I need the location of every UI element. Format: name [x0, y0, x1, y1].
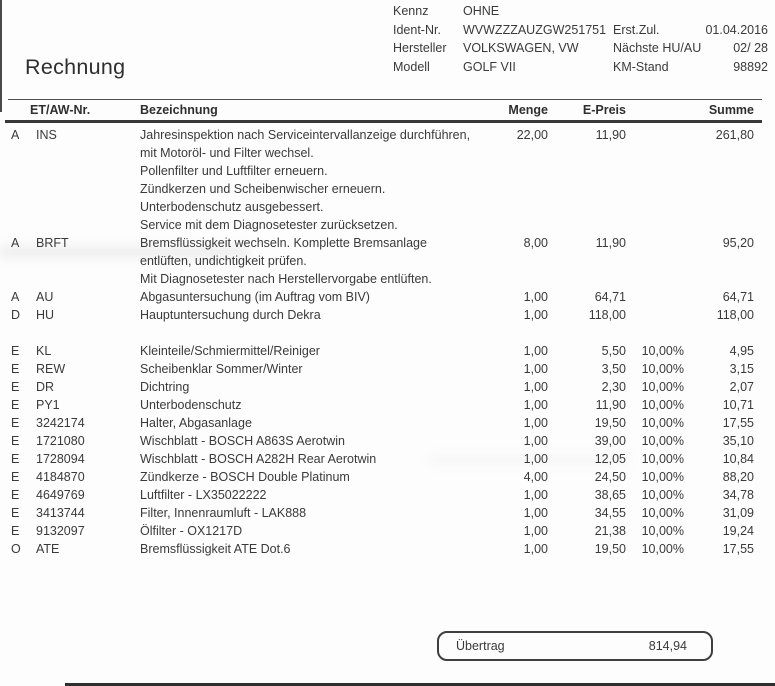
- cell-discount: 10,00%: [641, 433, 684, 448]
- table-row: [0, 522, 762, 540]
- carryover-box: [437, 631, 713, 661]
- cell-code: [36, 216, 140, 234]
- header-qty: Menge: [508, 103, 548, 117]
- cell-qty: [480, 216, 548, 234]
- header-sum: Summe: [708, 103, 754, 117]
- line-items: [0, 126, 762, 558]
- cell-discount: [626, 180, 684, 198]
- cell-type: E: [11, 397, 20, 412]
- cell-discount: 10,00%: [641, 343, 684, 358]
- cell-qty: 1,00: [523, 433, 548, 448]
- cell-code: PY1: [36, 397, 60, 412]
- cell-desc: Unterbodenschutz: [140, 397, 242, 412]
- cell-discount: 10,00%: [641, 451, 684, 466]
- cell-price: [548, 162, 626, 180]
- vehicle-value: WVWZZZAUZGW251751: [463, 22, 607, 37]
- header-description: Bezeichnung: [140, 103, 218, 117]
- table-header: [0, 100, 762, 120]
- cell-discount: [626, 306, 684, 324]
- cell-discount: [626, 234, 684, 252]
- cell-type: E: [11, 361, 20, 376]
- header-rule-bottom: [5, 120, 762, 123]
- table-row-continuation: [0, 270, 762, 288]
- cell-type: [0, 216, 36, 234]
- cell-sum: 95,20: [722, 235, 754, 250]
- cell-price: 21,38: [594, 523, 626, 538]
- table-row: [0, 540, 762, 558]
- cell-price: 39,00: [594, 433, 626, 448]
- cell-type: E: [11, 505, 20, 520]
- line-item-table: [0, 99, 762, 558]
- line-item-section: [0, 126, 762, 324]
- cell-type: A: [11, 235, 20, 250]
- vehicle-label: Erst.Zul.: [613, 22, 660, 37]
- vehicle-value: [701, 2, 768, 21]
- cell-discount: [626, 252, 684, 270]
- cell-qty: 1,00: [523, 505, 548, 520]
- cell-price: [548, 270, 626, 288]
- vehicle-label: Hersteller: [393, 41, 447, 55]
- cell-code: KL: [36, 343, 52, 358]
- vehicle-info-row: [393, 58, 768, 77]
- scan-artifact-left-edge: [0, 0, 2, 112]
- cell-discount: [626, 216, 684, 234]
- table-row: [0, 432, 762, 450]
- cell-code: 1721080: [36, 433, 85, 448]
- table-row-continuation: [0, 144, 762, 162]
- vehicle-label: KM-Stand: [613, 59, 669, 74]
- vehicle-value: 01.04.2016: [705, 22, 768, 37]
- cell-desc: Dichtring: [140, 379, 190, 394]
- cell-price: 2,30: [601, 379, 626, 394]
- cell-discount: [626, 288, 684, 306]
- cell-price: 11,90: [595, 235, 626, 250]
- cell-qty: 1,00: [523, 397, 548, 412]
- cell-price: 38,65: [594, 487, 626, 502]
- cell-type: E: [11, 433, 20, 448]
- cell-code: [36, 252, 140, 270]
- cell-price: 12,05: [594, 451, 626, 466]
- cell-price: 118,00: [588, 307, 626, 322]
- vehicle-value: OHNE: [463, 4, 500, 18]
- cell-desc: Bremsflüssigkeit wechseln. Komplette Bremsanlage: [140, 235, 427, 250]
- table-row: [0, 288, 762, 306]
- cell-sum: 10,71: [722, 397, 754, 412]
- cell-sum: 261,80: [715, 127, 754, 142]
- cell-sum: 88,20: [722, 469, 754, 484]
- cell-type: D: [11, 307, 21, 322]
- cell-price: 11,90: [595, 127, 626, 142]
- cell-sum: [684, 216, 754, 234]
- vehicle-info-row: [393, 2, 768, 21]
- vehicle-info-block: [393, 2, 768, 76]
- cell-code: 9132097: [36, 523, 85, 538]
- cell-qty: 1,00: [523, 379, 548, 394]
- table-row-continuation: [0, 198, 762, 216]
- cell-sum: 19,24: [722, 523, 754, 538]
- cell-price: [548, 180, 626, 198]
- cell-type: E: [11, 415, 20, 430]
- cell-type: E: [11, 343, 20, 358]
- cell-desc: entlüften, undichtigkeit prüfen.: [140, 253, 307, 268]
- cell-price: 24,50: [594, 469, 626, 484]
- vehicle-label: Modell: [393, 59, 430, 74]
- cell-discount: 10,00%: [641, 397, 684, 412]
- table-row: [0, 360, 762, 378]
- cell-desc: mit Motoröl- und Filter wechsel.: [140, 145, 314, 160]
- cell-type: [0, 162, 36, 180]
- cell-type: E: [11, 469, 20, 484]
- cell-price: [548, 252, 626, 270]
- table-row: [0, 468, 762, 486]
- table-row: [0, 414, 762, 432]
- cell-sum: 17,55: [722, 541, 754, 556]
- cell-qty: [480, 198, 548, 216]
- cell-type: [0, 270, 36, 288]
- cell-discount: 10,00%: [641, 505, 684, 520]
- cell-sum: 10,84: [722, 451, 754, 466]
- table-row-continuation: [0, 252, 762, 270]
- carryover-label: Übertrag: [456, 639, 505, 653]
- cell-desc: Zündkerze - BOSCH Double Platinum: [140, 469, 350, 484]
- cell-code: [36, 144, 140, 162]
- cell-qty: 1,00: [523, 451, 548, 466]
- cell-discount: [626, 270, 684, 288]
- cell-qty: [480, 180, 548, 198]
- cell-sum: [684, 180, 754, 198]
- cell-type: E: [11, 379, 20, 394]
- cell-qty: [480, 144, 548, 162]
- cell-qty: 1,00: [523, 307, 548, 322]
- cell-type: E: [11, 523, 20, 538]
- vehicle-info-row: [393, 21, 768, 40]
- cell-qty: 1,00: [523, 415, 548, 430]
- cell-discount: 10,00%: [641, 541, 684, 556]
- cell-sum: 118,00: [716, 307, 754, 322]
- cell-code: [36, 162, 140, 180]
- cell-qty: 1,00: [523, 541, 548, 556]
- cell-type: O: [11, 541, 21, 556]
- cell-code: 4184870: [36, 469, 85, 484]
- vehicle-value: VOLKSWAGEN, VW: [463, 41, 579, 55]
- cell-price: [548, 144, 626, 162]
- cell-desc: Ölfilter - OX1217D: [140, 523, 243, 538]
- cell-sum: 31,09: [722, 505, 754, 520]
- header-unit-price: E-Preis: [582, 103, 626, 117]
- cell-sum: 4,95: [729, 343, 754, 358]
- vehicle-value: 02/ 28: [733, 41, 768, 55]
- vehicle-label: Kennz: [393, 4, 429, 18]
- table-row: [0, 450, 762, 468]
- cell-code: INS: [36, 127, 57, 142]
- cell-desc: Scheibenklar Sommer/Winter: [140, 361, 303, 376]
- cell-sum: 35,10: [722, 433, 754, 448]
- vehicle-label: [613, 2, 701, 21]
- cell-sum: [684, 252, 754, 270]
- cell-discount: 10,00%: [641, 415, 684, 430]
- vehicle-value: GOLF VII: [463, 59, 516, 74]
- cell-qty: [480, 162, 548, 180]
- cell-discount: 10,00%: [641, 469, 684, 484]
- cell-desc: Luftfilter - LX35022222: [140, 487, 267, 502]
- cell-code: REW: [36, 361, 66, 376]
- cell-desc: Jahresinspektion nach Serviceintervallanzeige durchführen,: [140, 127, 471, 142]
- cell-desc: Mit Diagnosetester nach Herstellervorgabe entlüften.: [140, 271, 432, 286]
- table-row: [0, 234, 762, 252]
- cell-sum: 2,07: [729, 379, 754, 394]
- cell-desc: Abgasuntersuchung (im Auftrag vom BIV): [140, 289, 370, 304]
- table-row: [0, 378, 762, 396]
- cell-sum: 34,78: [722, 487, 754, 502]
- cell-type: A: [11, 289, 20, 304]
- cell-sum: [684, 162, 754, 180]
- cell-desc: Zündkerzen und Scheibenwischer erneuern.: [140, 181, 386, 196]
- vehicle-info-row: [393, 39, 768, 58]
- line-item-section: [0, 342, 762, 558]
- cell-sum: 64,71: [722, 289, 754, 304]
- table-row: [0, 306, 762, 324]
- page-title: Rechnung: [25, 55, 126, 79]
- cell-price: 34,55: [594, 505, 626, 520]
- table-row: [0, 504, 762, 522]
- cell-qty: 1,00: [523, 487, 548, 502]
- cell-code: AU: [36, 289, 54, 304]
- cell-desc: Halter, Abgasanlage: [140, 415, 252, 430]
- cell-code: ATE: [36, 541, 60, 556]
- cell-sum: 3,15: [729, 361, 754, 376]
- cell-price: 64,71: [594, 289, 626, 304]
- cell-desc: Hauptuntersuchung durch Dekra: [140, 307, 321, 322]
- cell-qty: [480, 252, 548, 270]
- table-row-continuation: [0, 180, 762, 198]
- cell-type: [0, 252, 36, 270]
- cell-code: 3242174: [36, 415, 85, 430]
- cell-qty: 8,00: [523, 235, 548, 250]
- table-row-continuation: [0, 216, 762, 234]
- cell-desc: Service mit dem Diagnosetester zurücksetzen.: [140, 217, 398, 232]
- cell-desc: Filter, Innenraumluft - LAK888: [140, 505, 307, 520]
- cell-desc: Wischblatt - BOSCH A282H Rear Aerotwin: [140, 451, 377, 466]
- cell-discount: [626, 162, 684, 180]
- cell-type: [0, 180, 36, 198]
- cell-sum: [684, 198, 754, 216]
- cell-discount: 10,00%: [641, 523, 684, 538]
- cell-qty: 1,00: [523, 343, 548, 358]
- carryover-value: 814,94: [648, 639, 687, 653]
- cell-price: 3,50: [601, 361, 626, 376]
- cell-price: 11,90: [595, 397, 626, 412]
- cell-discount: [626, 126, 684, 144]
- cell-price: 19,50: [594, 541, 626, 556]
- cell-code: 3413744: [36, 505, 85, 520]
- table-row: [0, 486, 762, 504]
- cell-qty: 1,00: [523, 289, 548, 304]
- table-row: [0, 396, 762, 414]
- cell-type: [0, 198, 36, 216]
- cell-qty: [480, 270, 548, 288]
- cell-code: [36, 198, 140, 216]
- cell-qty: 4,00: [523, 469, 548, 484]
- cell-discount: [626, 144, 684, 162]
- table-row: [0, 126, 762, 144]
- cell-discount: 10,00%: [641, 487, 684, 502]
- cell-desc: Bremsflüssigkeit ATE Dot.6: [140, 541, 291, 556]
- cell-sum: [684, 144, 754, 162]
- cell-discount: 10,00%: [641, 379, 684, 394]
- cell-sum: 17,55: [722, 415, 754, 430]
- cell-type: A: [11, 127, 20, 142]
- cell-price: 19,50: [594, 415, 626, 430]
- cell-price: [548, 198, 626, 216]
- cell-desc: Unterbodenschutz ausgebessert.: [140, 199, 324, 214]
- vehicle-value: 98892: [733, 59, 768, 74]
- cell-qty: 1,00: [523, 361, 548, 376]
- cell-price: 5,50: [601, 343, 626, 358]
- cell-code: DR: [36, 379, 55, 394]
- header-code: ET/AW-Nr.: [30, 103, 91, 117]
- cell-type: E: [11, 487, 20, 502]
- table-row-continuation: [0, 162, 762, 180]
- cell-code: HU: [36, 307, 55, 322]
- cell-code: 4649769: [36, 487, 85, 502]
- cell-type: E: [11, 451, 20, 466]
- cell-qty: 22,00: [516, 127, 548, 142]
- cell-desc: Wischblatt - BOSCH A863S Aerotwin: [140, 433, 345, 448]
- vehicle-label: Nächste HU/AU: [613, 41, 702, 55]
- cell-qty: 1,00: [523, 523, 548, 538]
- cell-code: 1728094: [36, 451, 85, 466]
- cell-code: [36, 180, 140, 198]
- cell-sum: [684, 270, 754, 288]
- table-row: [0, 342, 762, 360]
- cell-discount: [626, 198, 684, 216]
- cell-type: [0, 144, 36, 162]
- cell-price: [548, 216, 626, 234]
- vehicle-label: Ident-Nr.: [393, 22, 441, 37]
- cell-discount: 10,00%: [641, 361, 684, 376]
- cell-desc: Pollenfilter und Luftfilter erneuern.: [140, 163, 328, 178]
- cell-code: BRFT: [36, 235, 69, 250]
- cell-code: [36, 270, 140, 288]
- cell-desc: Kleinteile/Schmiermittel/Reiniger: [140, 343, 320, 358]
